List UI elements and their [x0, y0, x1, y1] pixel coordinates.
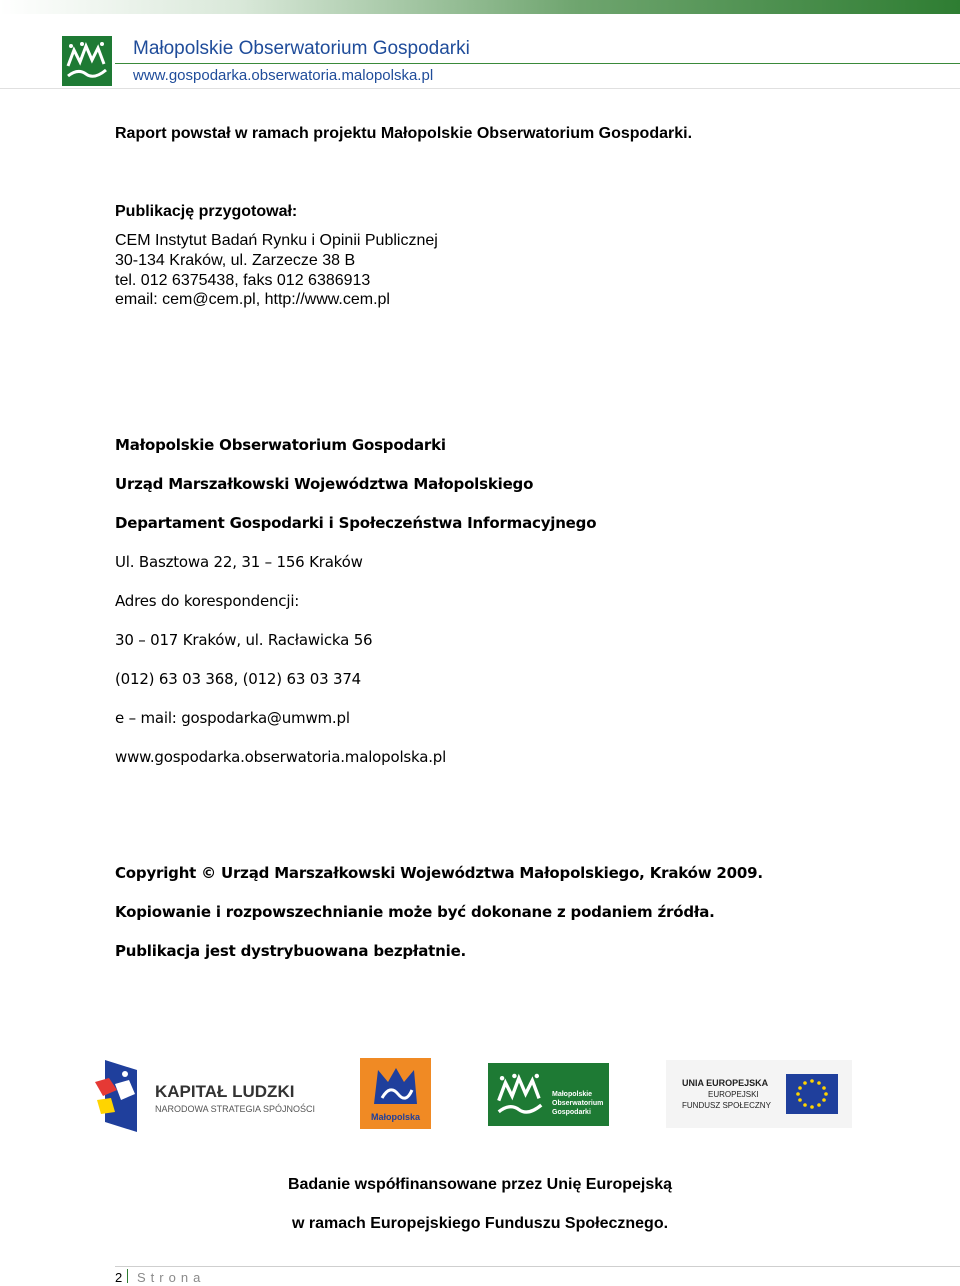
header-divider: [115, 63, 960, 64]
prepared-heading: Publikację przygotował:: [115, 203, 298, 220]
page-number: 2: [115, 1270, 123, 1285]
mog-footer-logo: [488, 1063, 609, 1126]
page-label: Strona: [137, 1270, 206, 1285]
eu-label-line: EUROPEJSKI: [708, 1090, 759, 1099]
publisher-address: Ul. Basztowa 22, 31 – 156 Kraków: [115, 553, 363, 571]
intro-text: Raport powstał w ramach projektu Małopolskie Obserwatorium Gospodarki.: [115, 125, 693, 142]
footer-divider: [115, 1266, 960, 1267]
eu-efs-logo: [666, 1060, 852, 1128]
funding-line-1: Badanie współfinansowane przez Unię Europejską: [287, 1176, 673, 1193]
kapital-ludzki-title: KAPITAŁ LUDZKI: [155, 1082, 295, 1101]
copyright-line: Copyright © Urząd Marszałkowski Województwa Małopolskiego, Kraków 2009.: [115, 864, 763, 882]
eu-label-line: UNIA EUROPEJSKA: [682, 1078, 769, 1088]
publisher-name: Małopolskie Obserwatorium Gospodarki: [115, 436, 446, 454]
header-bottom-border: [0, 88, 960, 89]
header-url: www.gospodarka.obserwatoria.malopolska.pl: [133, 67, 434, 84]
publisher-office: Urząd Marszałkowski Województwa Małopolskiego: [115, 475, 534, 493]
prepared-line: tel. 012 6375438, faks 012 6386913: [115, 272, 371, 289]
malopolska-label: Małopolska: [370, 1112, 420, 1122]
eu-flag-icon: [786, 1074, 838, 1114]
publisher-website: www.gospodarka.obserwatoria.malopolska.pl: [115, 748, 447, 766]
prepared-line: email: cem@cem.pl, http://www.cem.pl: [115, 291, 390, 308]
footer-separator: [127, 1269, 128, 1283]
mog-footer-line: Gospodarki: [552, 1109, 591, 1116]
malopolska-crown-icon: [370, 1064, 421, 1108]
mog-footer-line: Obserwatorium: [552, 1100, 604, 1107]
publisher-phone: (012) 63 03 368, (012) 63 03 374: [115, 670, 362, 688]
copyright-line: Publikacja jest dystrybuowana bezpłatnie.: [115, 942, 467, 960]
copyright-line: Kopiowanie i rozpowszechnianie może być dokonane z podaniem źródła.: [115, 903, 715, 921]
kapital-ludzki-logo: [95, 1058, 315, 1133]
kapital-ludzki-emblem-icon: [95, 1060, 141, 1132]
malopolska-logo: [360, 1058, 431, 1129]
publisher-correspondence-address: 30 – 017 Kraków, ul. Racławicka 56: [115, 631, 373, 649]
mog-logo-icon: [62, 36, 112, 86]
eu-label-line: FUNDUSZ SPOŁECZNY: [682, 1101, 771, 1110]
mog-footer-emblem-icon: [492, 1067, 548, 1123]
publisher-email: e – mail: gospodarka@umwm.pl: [115, 709, 350, 727]
mog-footer-line: Małopolskie: [552, 1091, 593, 1098]
funding-line-2: w ramach Europejskiego Funduszu Społecznego.: [291, 1215, 669, 1232]
kapital-ludzki-subtitle: NARODOWA STRATEGIA SPÓJNOŚCI: [155, 1104, 316, 1114]
header-title: Małopolskie Obserwatorium Gospodarki: [133, 38, 470, 59]
prepared-line: CEM Instytut Badań Rynku i Opinii Publicznej: [115, 232, 438, 249]
header-gradient-bar: [0, 0, 960, 14]
publisher-correspondence-label: Adres do korespondencji:: [115, 592, 300, 610]
prepared-line: 30-134 Kraków, ul. Zarzecze 38 B: [115, 252, 356, 269]
publisher-department: Departament Gospodarki i Społeczeństwa Informacyjnego: [115, 514, 597, 532]
